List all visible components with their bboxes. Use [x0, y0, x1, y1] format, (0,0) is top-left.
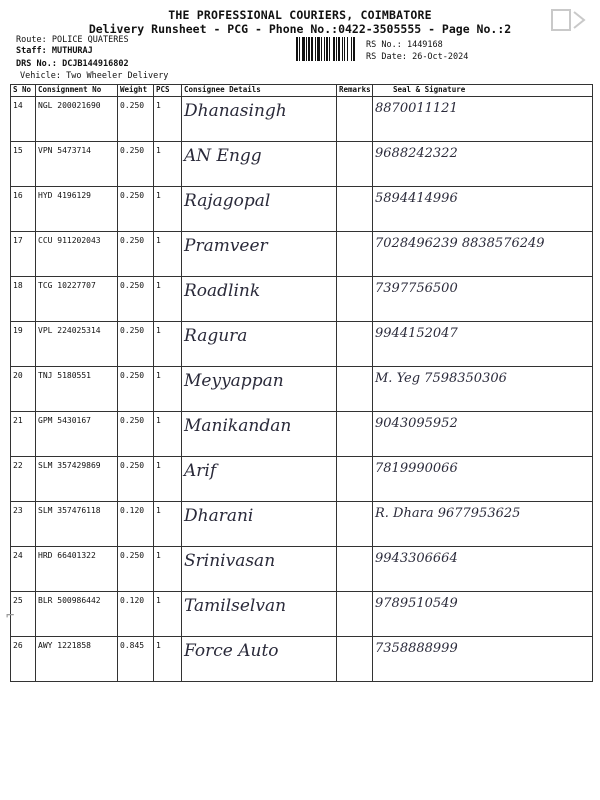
- margin-mark: ⌐: [6, 608, 15, 624]
- weight-cell: 0.845: [118, 637, 154, 682]
- col-pcs: PCS: [154, 85, 182, 97]
- consignment-cell: AWY 1221858: [36, 637, 118, 682]
- table-row: [11, 412, 593, 457]
- table-row: [11, 232, 593, 277]
- rs-no-label: RS No.:: [366, 40, 402, 50]
- signature-cell: 9688242322: [373, 142, 593, 187]
- table-row: [11, 367, 593, 412]
- route-label: Route:: [16, 35, 47, 45]
- weight-cell: 0.250: [118, 322, 154, 367]
- sno-cell: 17: [11, 232, 36, 277]
- sno-cell: 16: [11, 187, 36, 232]
- pcs-cell: 1: [154, 277, 182, 322]
- consignee-cell: Meyyappan: [182, 367, 337, 412]
- sno-cell: 14: [11, 97, 36, 142]
- table-row: [11, 187, 593, 232]
- weight-cell: 0.250: [118, 97, 154, 142]
- weight-cell: 0.250: [118, 187, 154, 232]
- weight-cell: 0.120: [118, 592, 154, 637]
- sno-cell: 19: [11, 322, 36, 367]
- vehicle-line: [20, 71, 168, 81]
- consignee-cell: Ragura: [182, 322, 337, 367]
- remarks-cell: [337, 142, 373, 187]
- pcs-cell: 1: [154, 142, 182, 187]
- staff-line: [16, 46, 93, 56]
- runsheet-table: [10, 84, 593, 682]
- table-row: [11, 322, 593, 367]
- signature-cell: 7397756500: [373, 277, 593, 322]
- sno-cell: 26: [11, 637, 36, 682]
- weight-cell: 0.250: [118, 547, 154, 592]
- sno-cell: 23: [11, 502, 36, 547]
- col-signature: Seal & Signature: [373, 85, 593, 97]
- signature-cell: 9043095952: [373, 412, 593, 457]
- col-consignee: Consignee Details: [182, 85, 337, 97]
- consignment-cell: TCG 10227707: [36, 277, 118, 322]
- signature-cell: 7028496239 8838576249: [373, 232, 593, 277]
- drs-label: DRS No.:: [16, 59, 57, 69]
- drs-line: [16, 59, 129, 69]
- consignment-cell: SLM 357476118: [36, 502, 118, 547]
- pcs-cell: 1: [154, 637, 182, 682]
- sno-cell: 22: [11, 457, 36, 502]
- pcs-cell: 1: [154, 547, 182, 592]
- col-consignment: Consignment No: [36, 85, 118, 97]
- weight-cell: 0.250: [118, 367, 154, 412]
- remarks-cell: [337, 322, 373, 367]
- pcs-cell: 1: [154, 367, 182, 412]
- sno-cell: 18: [11, 277, 36, 322]
- company-title: THE PROFESSIONAL COURIERS, COIMBATORE: [168, 8, 432, 22]
- signature-cell: 9789510549: [373, 592, 593, 637]
- table-row: [11, 502, 593, 547]
- remarks-cell: [337, 412, 373, 457]
- sno-cell: 25: [11, 592, 36, 637]
- signature-cell: M. Yeg 7598350306: [373, 367, 593, 412]
- consignment-cell: BLR 500986442: [36, 592, 118, 637]
- consignee-cell: Pramveer: [182, 232, 337, 277]
- consignee-cell: AN Engg: [182, 142, 337, 187]
- sno-cell: 15: [11, 142, 36, 187]
- pcs-cell: 1: [154, 187, 182, 232]
- signature-cell: 8870011121: [373, 97, 593, 142]
- consignment-cell: VPL 224025314: [36, 322, 118, 367]
- rs-date-label: RS Date:: [366, 52, 407, 62]
- table-row: [11, 592, 593, 637]
- table-row: [11, 457, 593, 502]
- pcs-cell: 1: [154, 97, 182, 142]
- consignee-cell: Dhanasingh: [182, 97, 337, 142]
- table-header-row: [11, 85, 593, 97]
- weight-cell: 0.250: [118, 412, 154, 457]
- barcode: [296, 37, 362, 61]
- staff-value: MUTHURAJ: [51, 46, 93, 56]
- sno-cell: 24: [11, 547, 36, 592]
- remarks-cell: [337, 592, 373, 637]
- remarks-cell: [337, 232, 373, 277]
- consignee-cell: Force Auto: [182, 637, 337, 682]
- table-row: [11, 637, 593, 682]
- weight-cell: 0.120: [118, 502, 154, 547]
- rs-no-line: [366, 40, 443, 50]
- table-row: [11, 547, 593, 592]
- signature-cell: R. Dhara 9677953625: [373, 502, 593, 547]
- consignee-cell: Arif: [182, 457, 337, 502]
- table-row: [11, 97, 593, 142]
- pcs-cell: 1: [154, 322, 182, 367]
- remarks-cell: [337, 367, 373, 412]
- signature-cell: 5894414996: [373, 187, 593, 232]
- consignment-cell: SLM 357429869: [36, 457, 118, 502]
- remarks-cell: [337, 457, 373, 502]
- remarks-cell: [337, 277, 373, 322]
- weight-cell: 0.250: [118, 232, 154, 277]
- pcs-cell: 1: [154, 412, 182, 457]
- rs-date-value: 26-Oct-2024: [412, 52, 469, 62]
- consignment-cell: HRD 66401322: [36, 547, 118, 592]
- pcs-cell: 1: [154, 502, 182, 547]
- consignment-cell: CCU 911202043: [36, 232, 118, 277]
- col-remarks: Remarks: [337, 85, 373, 97]
- table-row: [11, 277, 593, 322]
- staff-label: Staff:: [16, 46, 47, 56]
- consignee-cell: Srinivasan: [182, 547, 337, 592]
- drs-value: DCJB144916802: [62, 59, 129, 69]
- consignment-cell: NGL 200021690: [36, 97, 118, 142]
- remarks-cell: [337, 187, 373, 232]
- signature-cell: 9943306664: [373, 547, 593, 592]
- remarks-cell: [337, 547, 373, 592]
- rs-no-value: 1449168: [406, 40, 443, 50]
- signature-cell: 7819990066: [373, 457, 593, 502]
- signature-cell: 7358888999: [373, 637, 593, 682]
- consignment-cell: GPM 5430167: [36, 412, 118, 457]
- vehicle-label: Vehicle:: [20, 71, 61, 81]
- sno-cell: 21: [11, 412, 36, 457]
- pcs-cell: 1: [154, 592, 182, 637]
- consignment-cell: HYD 4196129: [36, 187, 118, 232]
- pcs-cell: 1: [154, 457, 182, 502]
- consignee-cell: Manikandan: [182, 412, 337, 457]
- watermark-icon: [548, 4, 588, 36]
- table-row: [11, 142, 593, 187]
- route-value: POLICE QUATERES: [51, 35, 129, 45]
- vehicle-value: Two Wheeler Delivery: [66, 71, 169, 81]
- col-weight: Weight: [118, 85, 154, 97]
- consignment-cell: VPN 5473714: [36, 142, 118, 187]
- remarks-cell: [337, 637, 373, 682]
- remarks-cell: [337, 502, 373, 547]
- consignee-cell: Rajagopal: [182, 187, 337, 232]
- col-sno: S No: [11, 85, 36, 97]
- route-line: [16, 35, 129, 45]
- weight-cell: 0.250: [118, 457, 154, 502]
- weight-cell: 0.250: [118, 142, 154, 187]
- weight-cell: 0.250: [118, 277, 154, 322]
- consignment-cell: TNJ 5180551: [36, 367, 118, 412]
- consignee-cell: Tamilselvan: [182, 592, 337, 637]
- remarks-cell: [337, 97, 373, 142]
- sno-cell: 20: [11, 367, 36, 412]
- rs-date-line: [366, 52, 468, 62]
- consignee-cell: Dharani: [182, 502, 337, 547]
- consignee-cell: Roadlink: [182, 277, 337, 322]
- pcs-cell: 1: [154, 232, 182, 277]
- runsheet-title: Delivery Runsheet - PCG - Phone No.:0422-3505555 - Page No.:2: [88, 22, 512, 36]
- signature-cell: 9944152047: [373, 322, 593, 367]
